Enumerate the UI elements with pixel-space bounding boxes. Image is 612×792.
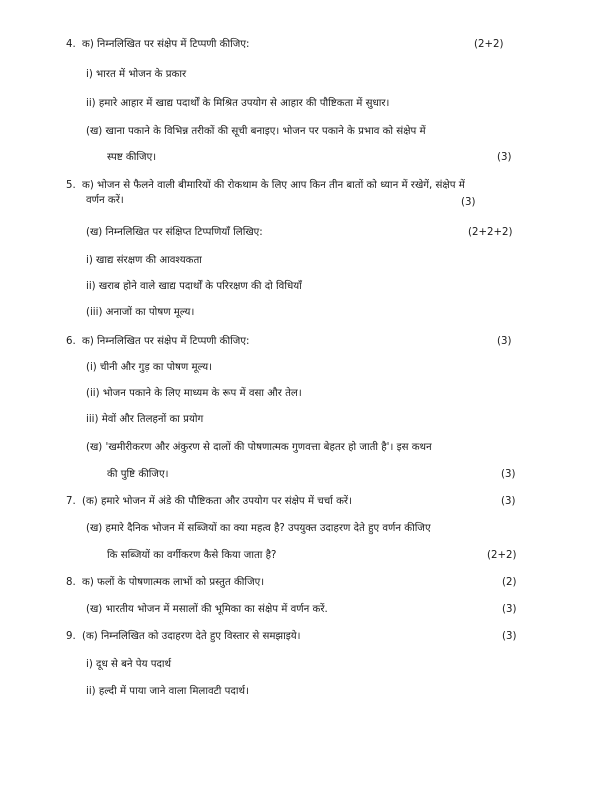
q9-a-item-i: i) दूध से बने पेय पदार्थ [86, 659, 172, 670]
q8-a-text: 8. क) फलों के पोषणात्मक लाभों को प्रस्तुत कीजिए। [66, 577, 265, 588]
q4-a-item-i: i) भारत में भोजन के प्रकार [86, 69, 187, 80]
q6-a-marks: (3) [497, 336, 512, 347]
q6-a-item-i: (i) चीनी और गुड़ का पोषण मूल्य। [86, 362, 213, 373]
q6-a-item-ii: (ii) भोजन पकाने के लिए माध्यम के रूप में वसा और तेल। [86, 388, 302, 399]
q9-a-item-ii: ii) हल्दी में पाया जाने वाला मिलावटी पदार्थ। [86, 686, 249, 697]
q7-b-text: (ख) हमारे दैनिक भोजन में सब्जियों का क्या महत्व है? उपयुक्त उदाहरण देते हुए वर्णन कीजिए [86, 523, 431, 534]
q7-a-text: 7. (क) हमारे भोजन में अंडे की पौष्टिकता और उपयोग पर संक्षेप में चर्चा करें। [66, 496, 352, 507]
q9-a-marks: (3) [502, 631, 517, 642]
q5-a-text: 5. क) भोजन से फैलने वाली बीमारियों की रोकथाम के लिए आप किन तीन बातों को ध्यान में रखेगें, संक्षेप में [66, 180, 465, 191]
q5-b-item-ii: ii) खराब होने वाले खाद्य पदार्थों के परिरक्षण की दो विधियाँ [86, 281, 302, 292]
q5-b-item-i: i) खाद्य संरक्षण की आवश्यकता [86, 255, 202, 266]
q7-b-text-cont: कि सब्जियों का वर्गीकरण कैसे किया जाता है? [107, 550, 277, 561]
q5-a-marks: (3) [461, 197, 476, 208]
q5-b-item-iii: (iii) अनाजों का पोषण मूल्य। [86, 307, 195, 318]
q8-a-marks: (2) [502, 577, 517, 588]
q7-a-marks: (3) [501, 496, 516, 507]
q4-b-marks: (3) [497, 152, 512, 163]
q6-intro: 6. क) निम्नलिखित पर संक्षेप में टिप्पणी कीजिए: [66, 336, 250, 347]
q7-b-marks: (2+2) [487, 550, 517, 561]
q9-a-text: 9. (क) निम्नलिखित को उदाहरण देते हुए विस्तार से समझाइये। [66, 631, 301, 642]
q4-intro [66, 38, 249, 51]
q5-number: 5. [66, 180, 76, 191]
q7-number: 7. [66, 496, 76, 507]
q8-b-text: (ख) भारतीय भोजन में मसालों की भूमिका का संक्षेप में वर्णन करें. [86, 604, 328, 615]
q5-b-marks: (2+2+2) [468, 227, 513, 238]
q9-number: 9. [66, 631, 76, 642]
q4-b-text-cont: स्पष्ट कीजिए। [107, 152, 157, 163]
q4-a-item-ii: ii) हमारे आहार में खाद्य पदार्थों के मिश्रित उपयोग से आहार की पौष्टिकता में सुधार। [86, 98, 390, 109]
q4-number: 4. [66, 39, 76, 50]
q5-b-intro: (ख) निम्नलिखित पर संक्षिप्त टिप्पणियाँ लिखिए: [86, 227, 263, 238]
q5-a-text-cont: वर्णन करें। [86, 195, 124, 206]
q4-a-marks: (2+2) [474, 39, 504, 50]
q8-b-marks: (3) [502, 604, 517, 615]
q6-number: 6. [66, 336, 76, 347]
q6-a-item-iii: iii) मेवों और तिलहनों का प्रयोग [86, 414, 204, 425]
q4-a-text: क) निम्नलिखित पर संक्षेप में टिप्पणी कीजिए: [82, 39, 250, 50]
q4-b-text: (ख) खाना पकाने के विभिन्न तरीकों की सूची बनाइए। भोजन पर पकाने के प्रभाव को संक्षेप में [86, 126, 426, 137]
q6-b-text-cont: की पुष्टि कीजिए। [107, 469, 169, 480]
q8-number: 8. [66, 577, 76, 588]
q6-b-marks: (3) [501, 469, 516, 480]
q6-b-text: (ख) 'खमीरीकरण और अंकुरण से दालों की पोषणात्मक गुणवत्ता बेहतर हो जाती है'। इस कथन [86, 442, 432, 453]
